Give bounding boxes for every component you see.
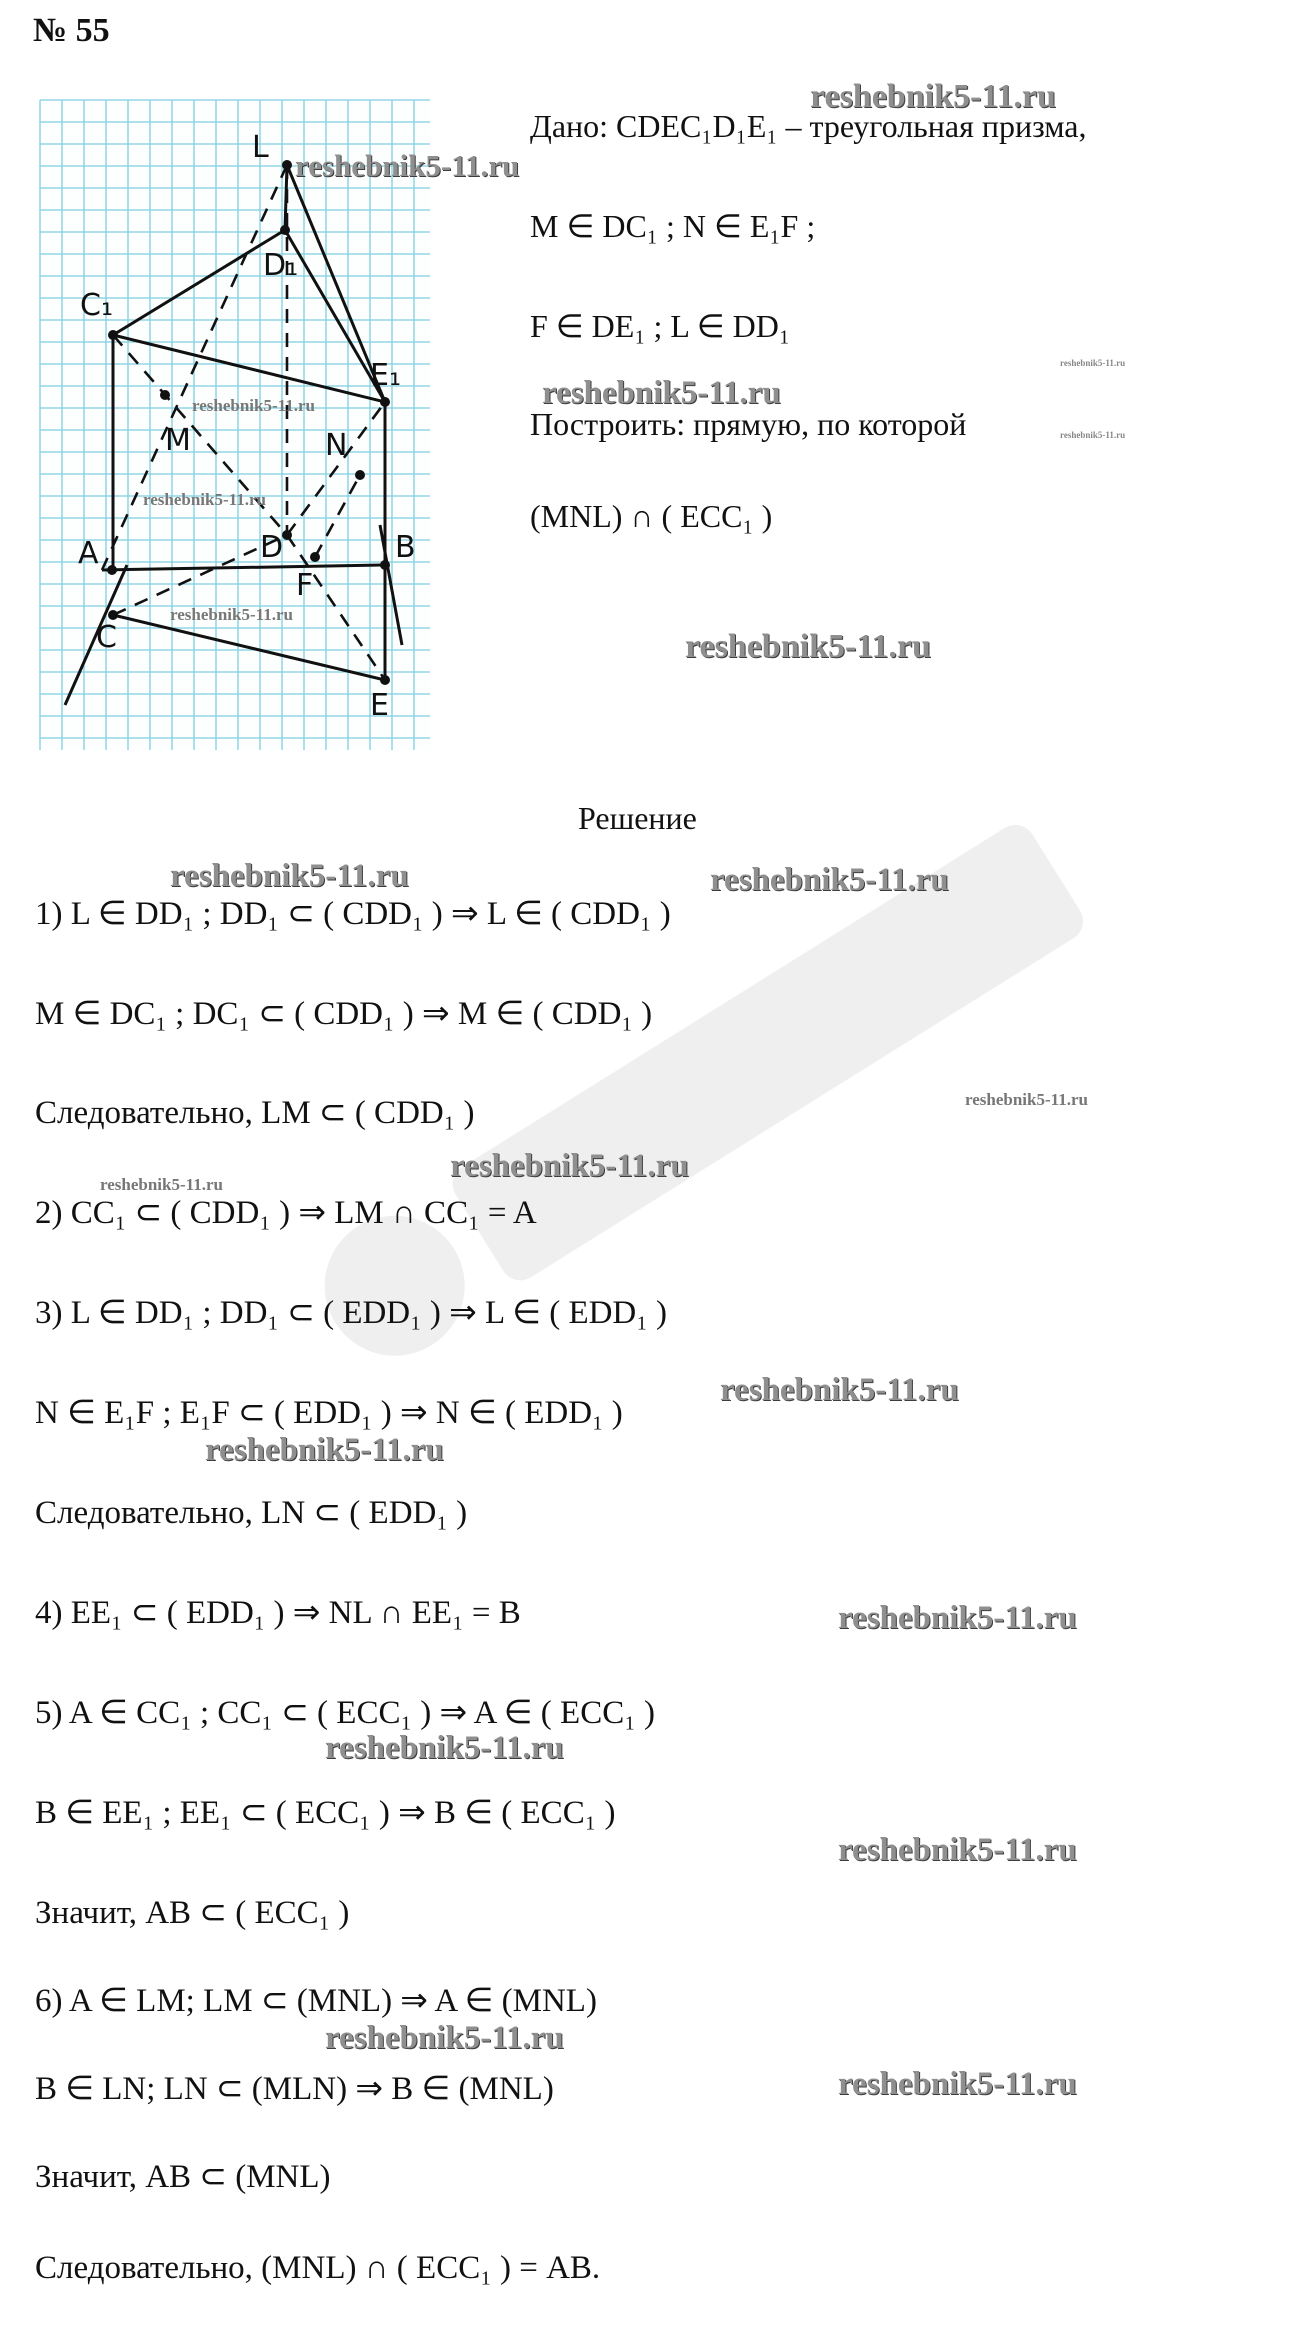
given-line-2: M ∈ DC₁ ; N ∈ E₁F ; — [530, 208, 816, 244]
solution-line-5: 3) L ∈ DD₁ ; DD₁ ⊂ ( EDD₁ ) ⇒ L ∈ ( EDD₁ ) — [35, 1295, 668, 1331]
watermark: reshebnik5-11.ru — [685, 628, 931, 665]
watermark: reshebnik5-11.ru — [720, 1372, 959, 1408]
solution-heading: Решение — [578, 800, 697, 836]
point-d — [282, 530, 292, 540]
point-d1 — [280, 225, 290, 235]
prism-figure — [30, 95, 430, 755]
label-c1: C₁ — [80, 288, 113, 323]
watermark: reshebnik5-11.ru — [170, 605, 293, 624]
point-m — [160, 390, 170, 400]
given-line-3: F ∈ DE₁ ; L ∈ DD₁ — [530, 308, 790, 344]
point-b — [380, 560, 390, 570]
watermark: reshebnik5-11.ru — [325, 2020, 564, 2056]
label-b: B — [395, 530, 416, 565]
solution-line-15: Следовательно, (MNL) ∩ ( ECC₁ ) = AB. — [35, 2250, 601, 2286]
label-c: C — [96, 620, 117, 655]
label-f: F — [296, 568, 314, 603]
point-l — [282, 160, 292, 170]
solution-line-1: 1) L ∈ DD₁ ; DD₁ ⊂ ( CDD₁ ) ⇒ L ∈ ( CDD₁ ) — [35, 896, 671, 932]
watermark: reshebnik5-11.ru — [450, 1148, 689, 1184]
label-m: M — [165, 423, 191, 458]
label-e: E — [370, 688, 389, 723]
watermark: reshebnik5-11.ru — [838, 2066, 1077, 2102]
given-line-5: (MNL) ∩ ( ECC₁ ) — [530, 498, 773, 534]
watermark: reshebnik5-11.ru — [295, 148, 520, 183]
given-line-4: Построить: прямую, по которой — [530, 406, 967, 442]
label-a: A — [78, 536, 99, 571]
label-d: D — [260, 530, 284, 565]
watermark: reshebnik5-11.ru — [1060, 358, 1126, 368]
solution-line-4: 2) CC₁ ⊂ ( CDD₁ ) ⇒ LM ∩ CC₁ = A — [35, 1195, 537, 1231]
watermark: reshebnik5-11.ru — [205, 1432, 444, 1468]
watermark: reshebnik5-11.ru — [542, 375, 781, 411]
solution-line-7: Следовательно, LN ⊂ ( EDD₁ ) — [35, 1495, 468, 1531]
solution-line-8: 4) EE₁ ⊂ ( EDD₁ ) ⇒ NL ∩ EE₁ = B — [35, 1595, 521, 1631]
watermark: reshebnik5-11.ru — [710, 862, 949, 898]
watermark: reshebnik5-11.ru — [838, 1600, 1077, 1636]
label-d1: D₁ — [263, 248, 299, 283]
given-line-1: Дано: CDEC₁D₁E₁ – треугольная призма, — [530, 108, 1087, 144]
solution-line-6: N ∈ E₁F ; E₁F ⊂ ( EDD₁ ) ⇒ N ∈ ( EDD₁ ) — [35, 1395, 623, 1431]
watermark: reshebnik5-11.ru — [325, 1730, 564, 1766]
solution-line-10: B ∈ EE₁ ; EE₁ ⊂ ( ECC₁ ) ⇒ B ∈ ( ECC₁ ) — [35, 1795, 616, 1831]
watermark: reshebnik5-11.ru — [838, 1832, 1077, 1868]
watermark: reshebnik5-11.ru — [170, 858, 409, 894]
problem-number: № 55 — [33, 12, 110, 49]
solution-line-9: 5) A ∈ CC₁ ; CC₁ ⊂ ( ECC₁ ) ⇒ A ∈ ( ECC₁ ) — [35, 1695, 655, 1731]
label-n: N — [325, 428, 348, 463]
watermark: reshebnik5-11.ru — [100, 1175, 223, 1194]
point-a — [107, 565, 117, 575]
solution-line-14: Значит, AB ⊂ (MNL) — [35, 2159, 331, 2195]
point-c — [108, 610, 118, 620]
watermark: reshebnik5-11.ru — [965, 1090, 1088, 1109]
label-l: L — [252, 130, 269, 165]
watermark: reshebnik5-11.ru — [192, 396, 315, 415]
point-c1 — [108, 330, 118, 340]
watermark: reshebnik5-11.ru — [810, 78, 1056, 115]
solution-line-3: Следовательно, LM ⊂ ( CDD₁ ) — [35, 1095, 475, 1131]
solution-line-12: 6) A ∈ LM; LM ⊂ (MNL) ⇒ A ∈ (MNL) — [35, 1983, 597, 2019]
solution-line-2: M ∈ DC₁ ; DC₁ ⊂ ( CDD₁ ) ⇒ M ∈ ( CDD₁ ) — [35, 996, 653, 1032]
point-e1 — [380, 397, 390, 407]
point-e — [380, 675, 390, 685]
label-e1: E₁ — [370, 358, 401, 393]
point-n — [355, 470, 365, 480]
solution-line-11: Значит, AB ⊂ ( ECC₁ ) — [35, 1895, 350, 1931]
watermark: reshebnik5-11.ru — [143, 490, 266, 509]
point-f — [310, 552, 320, 562]
solution-line-13: B ∈ LN; LN ⊂ (MLN) ⇒ B ∈ (MNL) — [35, 2071, 554, 2107]
watermark: reshebnik5-11.ru — [1060, 430, 1126, 440]
